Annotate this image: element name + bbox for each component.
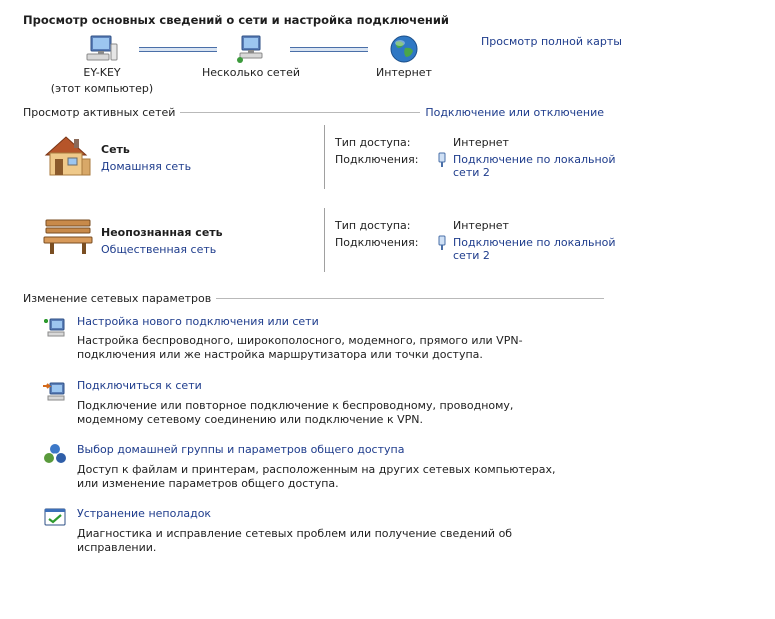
troubleshoot-icon — [42, 505, 68, 531]
network-1-connection-link[interactable] — [453, 153, 616, 179]
task-setup-connection-desc: Настройка беспроводного, широкополосного, модемного, прямого или VPN-подключения или же настройка маршрутизатора или точки доступа. — [77, 334, 523, 361]
network-1-connection-line1: Подключение по локальной — [453, 153, 616, 166]
map-node-networks[interactable] — [191, 34, 311, 80]
network-1-connections-label: Подключения: — [335, 153, 419, 166]
homegroup-icon — [42, 441, 68, 467]
network-2-connection-line2: сети 2 — [453, 249, 490, 262]
network-2-connection-line1: Подключение по локальной — [453, 236, 616, 249]
networks-label: Несколько сетей — [202, 66, 300, 79]
computer-sub: (этот компьютер) — [50, 82, 154, 95]
network-2-connection-link[interactable] — [453, 236, 616, 262]
settings-header — [23, 292, 604, 305]
network-2-name: Неопознанная сеть — [101, 226, 223, 239]
network-1-connection-line2: сети 2 — [453, 166, 490, 179]
network-1-name: Сеть — [101, 143, 130, 156]
page-title: Просмотр основных сведений о сети и настройка подключений — [23, 13, 449, 27]
network-2-connections-label: Подключения: — [335, 236, 419, 249]
settings-title: Изменение сетевых параметров — [23, 292, 212, 305]
network-1-access-value: Интернет — [453, 136, 509, 149]
home-icon — [42, 133, 94, 179]
divider — [180, 112, 420, 113]
task-troubleshoot-desc: Диагностика и исправление сетевых проблем или получение сведений об исправлении. — [77, 527, 513, 554]
new-connection-icon — [42, 313, 68, 339]
view-full-map-link[interactable]: Просмотр полной карты — [481, 35, 622, 48]
ethernet-adapter-icon — [437, 235, 447, 251]
task-setup-connection-link[interactable]: Настройка нового подключения или сети — [77, 315, 319, 328]
divider — [216, 298, 604, 299]
network-2-separator — [324, 208, 325, 272]
ethernet-adapter-icon — [437, 152, 447, 168]
bench-icon — [42, 216, 94, 256]
network-1-type-link[interactable]: Домашняя сеть — [101, 160, 192, 173]
network-2-type: Общественная сеть — [101, 243, 217, 256]
network-1-separator — [324, 125, 325, 189]
connect-to-network-icon — [42, 377, 68, 403]
map-node-internet[interactable] — [344, 34, 464, 80]
internet-label: Интернет — [376, 66, 432, 79]
task-connect-desc: Подключение или повторное подключение к беспроводному, проводному, модемному сетевому соединению или подключение к VPN. — [77, 399, 514, 426]
globe-icon — [387, 34, 421, 64]
task-homegroup-desc: Доступ к файлам и принтерам, расположенным на других сетевых компьютерах, или изменение параметров общего доступа. — [77, 463, 556, 490]
active-networks-header — [23, 106, 604, 119]
computer-icon — [85, 34, 119, 64]
network-2-access-label: Тип доступа: — [335, 219, 411, 232]
multiple-networks-icon — [234, 34, 268, 64]
connect-disconnect-link[interactable]: Подключение или отключение — [425, 106, 604, 119]
task-homegroup-link[interactable]: Выбор домашней группы и параметров общего доступа — [77, 443, 405, 456]
task-troubleshoot-link[interactable]: Устранение неполадок — [77, 507, 212, 520]
map-node-computer[interactable] — [42, 34, 162, 96]
active-networks-title: Просмотр активных сетей — [23, 106, 176, 119]
network-2-access-value: Интернет — [453, 219, 509, 232]
computer-name: EY-KEY — [83, 66, 121, 79]
task-connect-link[interactable]: Подключиться к сети — [77, 379, 202, 392]
network-1-access-label: Тип доступа: — [335, 136, 411, 149]
